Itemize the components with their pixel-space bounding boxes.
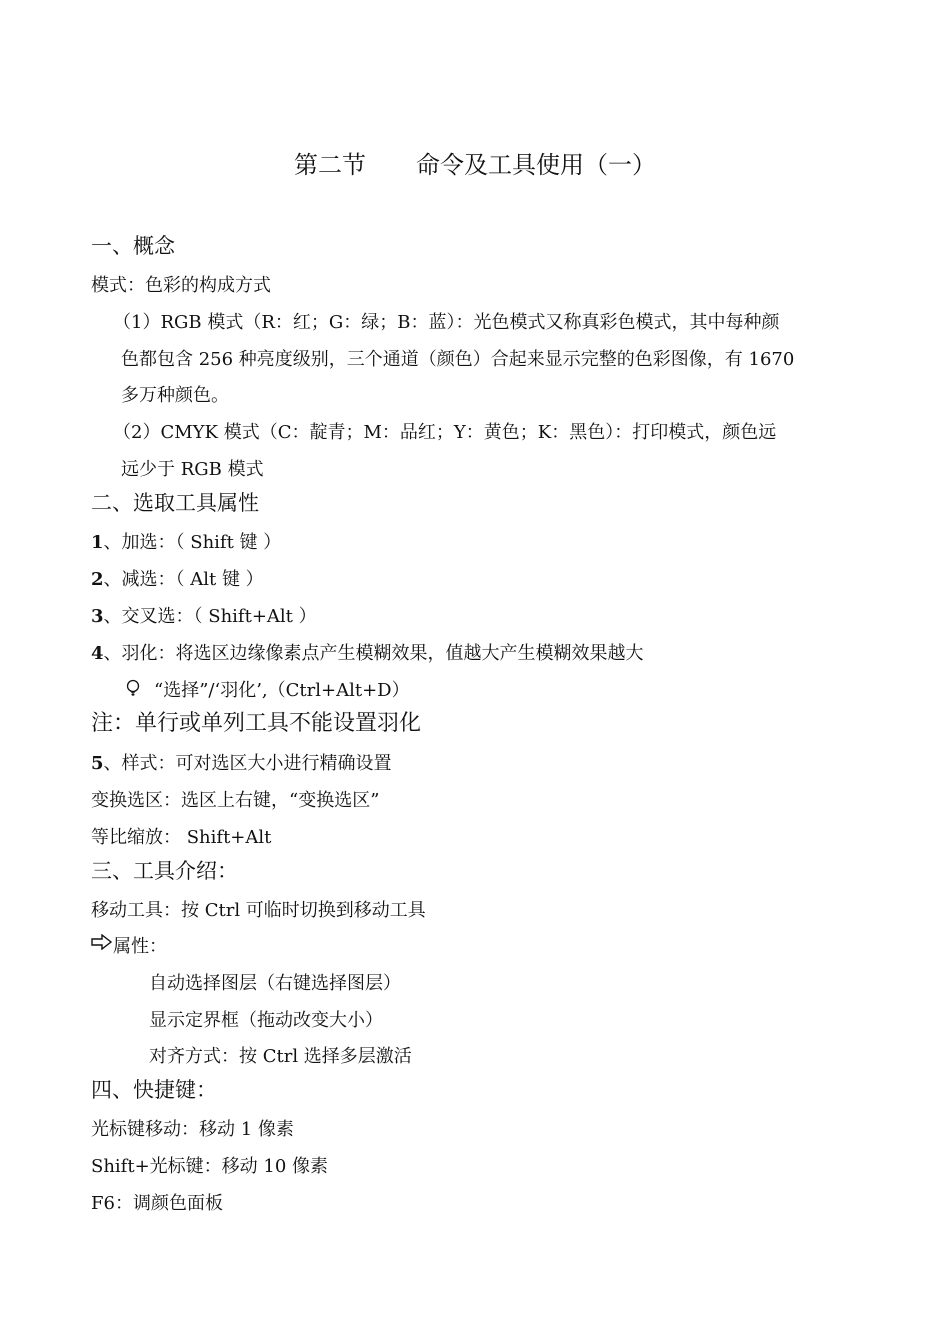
lightbulb-icon [124,679,142,699]
item-number: 4 [91,643,104,664]
move-tool-line: 移动工具：按 Ctrl 可临时切换到移动工具 [91,900,426,921]
section2-heading: 二、选取工具属性 [91,491,259,515]
list-item: F6：调颜色面板 [91,1193,223,1214]
list-item [91,568,264,592]
item-number: 5 [91,753,104,774]
list-item [91,605,317,629]
list-item [91,531,281,555]
item-text: 、交叉选：（ Shift+Alt ） [103,606,317,627]
rgb-line-2: 色都包含 256 种亮度级别，三个通道（颜色）合起来显示完整的色彩图像，有 1670 [121,349,795,370]
list-item: 显示定界框（拖动改变大小） [149,1010,383,1031]
note-line: 注：单行或单列工具不能设置羽化 [91,711,422,736]
feather-shortcut: “选择”/‘羽化’,（Ctrl+Alt+D） [154,680,410,701]
cmyk-line-1: （2）CMYK 模式（C：靛青；M：品红；Y：黄色；K：黑色）：打印模式，颜色远 [113,422,777,443]
item-number: 1 [91,532,104,553]
attributes-label: 属性： [113,936,167,957]
item-text: 、羽化：将选区边缘像素点产生模糊效果，值越大产生模糊效果越大 [103,643,644,664]
list-item: Shift+光标键：移动 10 像素 [91,1156,329,1177]
title-topic: 命令及工具使用（一） [416,151,656,179]
mode-definition: 模式：色彩的构成方式 [91,275,271,296]
list-item: 对齐方式：按 Ctrl 选择多层激活 [149,1046,412,1067]
hollow-right-arrow-icon [91,934,113,950]
item-text: 、加选：（ Shift 键 ） [103,532,282,553]
cmyk-line-2: 远少于 RGB 模式 [121,459,264,480]
transform-selection-line: 变换选区：选区上右键，“变换选区” [91,790,380,811]
item-number: 2 [91,569,104,590]
section1-heading: 一、概念 [91,234,175,258]
list-item: 自动选择图层（右键选择图层） [149,973,401,994]
feather-menu-line [124,679,410,703]
item-text: 、减选：（ Alt 键 ） [103,569,264,590]
section4-heading: 四、快捷键： [91,1078,217,1102]
title-section-number: 第二节 [294,151,366,179]
item-number: 3 [91,606,104,627]
list-item [91,642,644,666]
item-text: 、样式：可对选区大小进行精确设置 [103,753,392,774]
list-item [91,752,392,776]
page-title [0,150,950,180]
attributes-line [91,935,167,959]
section3-heading: 三、工具介绍： [91,859,238,883]
rgb-line-3: 多万种颜色。 [121,385,229,406]
list-item: 光标键移动：移动 1 像素 [91,1119,294,1140]
proportional-scale-line: 等比缩放： Shift+Alt [91,827,272,848]
rgb-line-1: （1）RGB 模式（R：红；G：绿；B：蓝）：光色模式又称真彩色模式，其中每种颜 [113,312,780,333]
